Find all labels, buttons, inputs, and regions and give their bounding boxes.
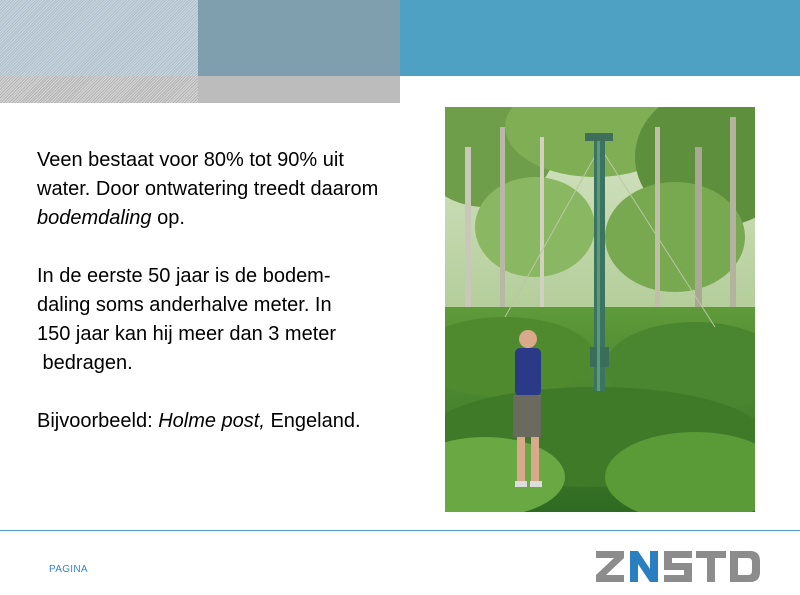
footer-divider (0, 530, 800, 531)
paragraph-line: water. Door ontwatering treedt daarom (37, 178, 379, 200)
slide-body-text (37, 146, 437, 436)
paragraph-line: bedragen. (37, 352, 133, 374)
paragraph-line: daling soms anderhalve meter. In (37, 294, 332, 316)
header-blue-bar (400, 0, 800, 76)
paragraph-line: 150 jaar kan hij meer dan 3 meter (37, 323, 337, 345)
holme-post-photo (445, 107, 755, 512)
paragraph-line: In de eerste 50 jaar is de bodem- (37, 265, 331, 287)
paragraph-line (37, 407, 437, 436)
paragraph-line: Veen bestaat voor 80% tot 90% uit (37, 149, 344, 171)
italic-term: bodemdaling (37, 207, 152, 229)
text-fragment: Engeland. (264, 410, 361, 432)
header-pattern-strip (0, 76, 198, 103)
paragraph-line (37, 204, 437, 233)
header-grayblue-block (198, 0, 400, 76)
italic-term: Holme post, (158, 410, 265, 432)
znstd-logo (594, 545, 764, 587)
header-gray-strip (198, 76, 400, 103)
text-fragment: op. (151, 207, 185, 229)
page-label: PAGINA (49, 564, 88, 575)
text-fragment: Bijvoorbeeld: (37, 410, 159, 432)
